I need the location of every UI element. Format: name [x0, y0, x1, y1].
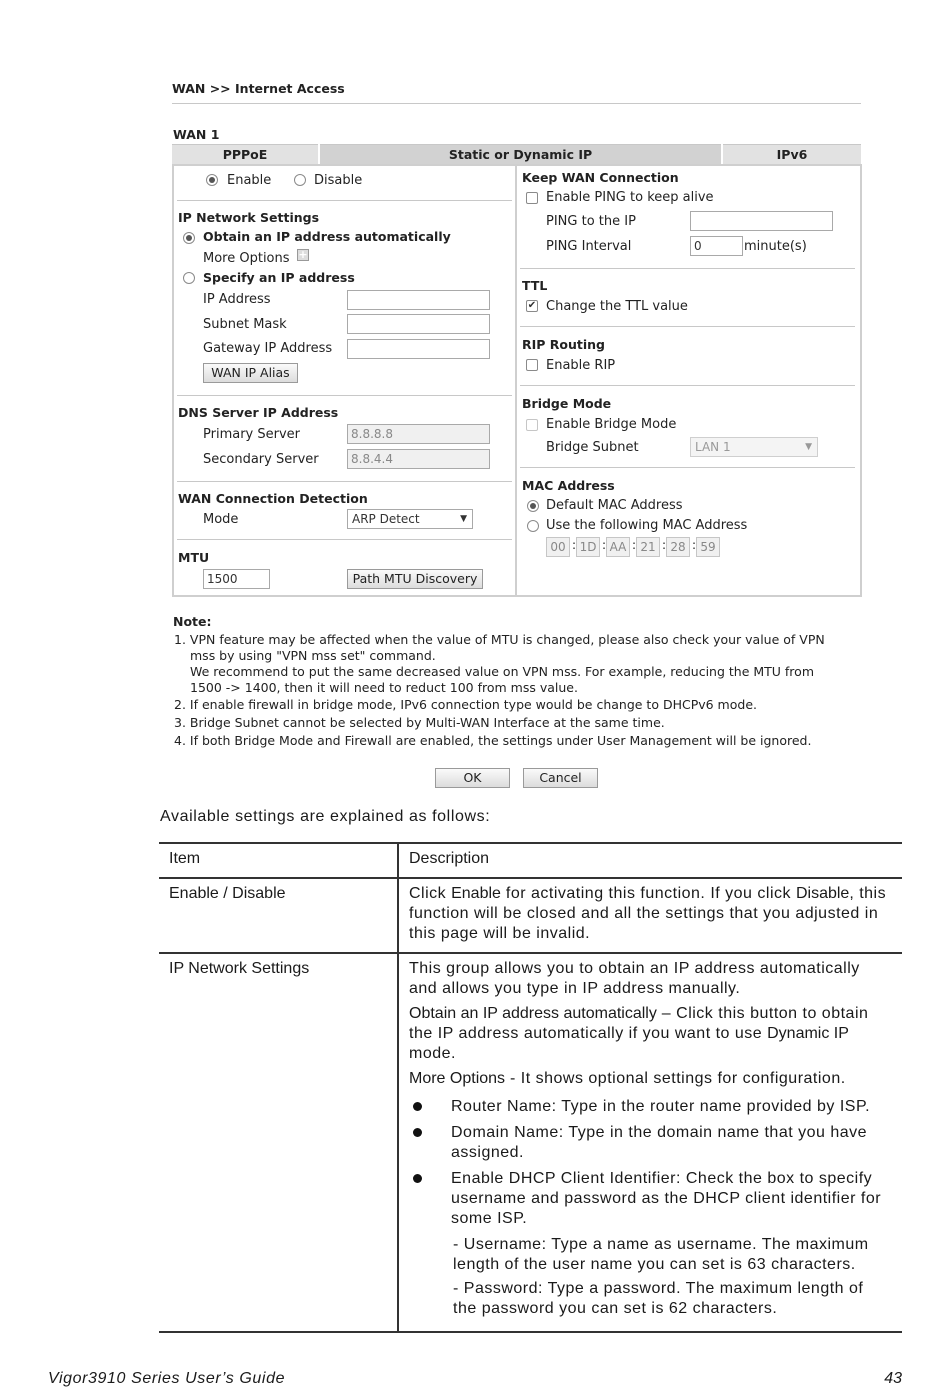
note-line: 4. If both Bridge Mode and Firewall are enabled, the settings under User Management will be ignored. — [174, 733, 812, 748]
note-line: We recommend to put the same decreased value on VPN mss. For example, reducing the MTU from — [190, 664, 814, 679]
sub-item — [409, 1235, 892, 1275]
bullet-icon — [413, 1128, 422, 1137]
text: Click — [409, 885, 452, 902]
obtain-auto-label: Obtain an IP address automatically — [203, 229, 451, 244]
divider — [177, 481, 512, 482]
page-number: 43 — [884, 1370, 902, 1387]
rip-label: Enable RIP — [546, 358, 616, 373]
description-paragraph — [409, 1069, 892, 1089]
default-mac-radio[interactable] — [527, 500, 539, 512]
term: Domain Name: — [451, 1124, 564, 1141]
term: - Password: — [453, 1280, 543, 1297]
note-line: 3. Bridge Subnet cannot be selected by Multi-WAN Interface at the same time. — [174, 715, 665, 730]
bridge-subnet-value: LAN 1 — [695, 440, 731, 454]
obtain-auto-radio[interactable] — [183, 232, 195, 244]
tab-pppoe[interactable]: PPPoE — [172, 144, 318, 164]
row-item: Enable / Disable — [159, 878, 398, 953]
bullet-item — [409, 1097, 892, 1117]
table-row — [159, 953, 902, 1332]
primary-server-input[interactable]: 8.8.8.8 — [347, 424, 490, 444]
term: Enable — [451, 885, 501, 902]
chevron-down-icon: ▼ — [460, 514, 467, 524]
ip-address-label: IP Address — [203, 292, 271, 307]
ttl-title: TTL — [522, 278, 548, 293]
table-header-row — [159, 843, 902, 878]
divider — [520, 268, 855, 269]
following-mac-label: Use the following MAC Address — [546, 518, 748, 533]
bridge-title: Bridge Mode — [522, 396, 612, 411]
cancel-button[interactable]: Cancel — [523, 768, 598, 788]
text: , this function will be closed and all the settings that you adjusted in this page will be invalid. — [409, 885, 887, 942]
header-description: Description — [409, 850, 490, 867]
text: Type in the domain name that you have assigned. — [451, 1124, 868, 1161]
text: Type in the router name provided by ISP. — [556, 1098, 871, 1115]
expand-plus-icon[interactable]: + — [298, 248, 308, 261]
ping-enable-label: Enable PING to keep alive — [546, 190, 714, 205]
disable-radio[interactable] — [294, 174, 306, 186]
header-item: Item — [159, 843, 398, 878]
description-paragraph: This group allows you to obtain an IP address automatically and allows you type in IP address manually. — [409, 960, 860, 997]
mac-octet-6[interactable]: 59 — [696, 537, 720, 557]
mac-title: MAC Address — [522, 478, 615, 493]
text: Type a name as username. The maximum length of the user name you can set is 63 characters. — [453, 1236, 869, 1273]
mac-separator: : — [572, 538, 577, 552]
term: Router Name: — [451, 1098, 557, 1115]
mtu-input[interactable]: 1500 — [203, 569, 270, 589]
gateway-input[interactable] — [347, 339, 490, 359]
text: for activating this function. If you click — [500, 885, 796, 902]
following-mac-radio[interactable] — [527, 520, 539, 532]
term: Dynamic IP — [767, 1025, 849, 1042]
rip-title: RIP Routing — [522, 337, 606, 352]
bridge-subnet-select[interactable] — [690, 437, 818, 457]
mac-separator: : — [632, 538, 637, 552]
ttl-checkbox[interactable]: ✔ — [527, 300, 537, 311]
breadcrumb-divider — [172, 103, 861, 104]
mode-label: Mode — [203, 512, 239, 527]
enable-radio[interactable] — [206, 174, 218, 186]
bridge-enable-label: Enable Bridge Mode — [546, 417, 677, 432]
description-paragraph — [409, 884, 892, 944]
divider — [177, 200, 512, 201]
bullet-item — [409, 1123, 892, 1163]
mtu-title: MTU — [178, 550, 210, 565]
ip-network-title: IP Network Settings — [178, 210, 320, 225]
term: Enable DHCP Client Identifier: — [451, 1170, 681, 1187]
row-description — [398, 953, 902, 1332]
breadcrumb: WAN >> Internet Access — [172, 81, 345, 96]
ping-enable-checkbox[interactable] — [526, 192, 538, 204]
detection-title: WAN Connection Detection — [178, 491, 368, 506]
ping-ip-input[interactable] — [690, 211, 833, 231]
footer-guide-title: Vigor3910 Series User’s Guide — [48, 1370, 286, 1387]
interval-unit: minute(s) — [744, 239, 807, 254]
rip-checkbox[interactable] — [526, 359, 538, 371]
divider — [520, 385, 855, 386]
secondary-server-input[interactable]: 8.8.4.4 — [347, 449, 490, 469]
subnet-mask-label: Subnet Mask — [203, 317, 287, 332]
tab-static-dynamic-ip[interactable]: Static or Dynamic IP — [320, 144, 721, 164]
disable-label: Disable — [314, 173, 363, 188]
default-mac-label: Default MAC Address — [546, 498, 683, 513]
ip-address-input[interactable] — [347, 290, 490, 310]
text: - It shows optional settings for configuration. — [505, 1070, 846, 1087]
mac-octet-1[interactable]: 00 — [546, 537, 570, 557]
term: Obtain an IP address automatically — [409, 1005, 657, 1022]
divider — [177, 539, 512, 540]
note-line: 1. VPN feature may be affected when the value of MTU is changed, please also check your value of VPN — [174, 632, 825, 647]
enable-label: Enable — [227, 173, 272, 188]
ping-interval-label: PING Interval — [546, 239, 632, 254]
term: More Options — [409, 1070, 506, 1087]
mac-separator: : — [602, 538, 607, 552]
secondary-server-label: Secondary Server — [203, 452, 319, 467]
bridge-subnet-label: Bridge Subnet — [546, 440, 639, 455]
primary-server-label: Primary Server — [203, 427, 300, 442]
gateway-label: Gateway IP Address — [203, 341, 333, 356]
mac-separator: : — [692, 538, 697, 552]
mode-select[interactable] — [347, 509, 473, 529]
note-line: 2. If enable firewall in bridge mode, IPv6 connection type would be change to DHCPv6 mode. — [174, 697, 757, 712]
specify-ip-radio[interactable] — [183, 272, 195, 284]
specify-ip-label: Specify an IP address — [203, 270, 355, 285]
chevron-down-icon: ▼ — [805, 442, 812, 452]
mac-octet-2[interactable]: 1D — [576, 537, 600, 557]
settings-table — [159, 842, 902, 1333]
ok-button[interactable]: OK — [435, 768, 510, 788]
divider — [520, 326, 855, 327]
bullet-item — [409, 1169, 892, 1229]
divider — [177, 395, 512, 396]
bullet-icon — [413, 1102, 422, 1111]
ping-interval-input[interactable]: 0 — [690, 236, 743, 256]
subnet-mask-input[interactable] — [347, 314, 490, 334]
keep-wan-title: Keep WAN Connection — [522, 170, 679, 185]
wan-ip-alias-button[interactable]: WAN IP Alias — [203, 363, 298, 383]
sub-item — [409, 1279, 892, 1319]
description-paragraph — [409, 1004, 892, 1064]
mode-value: ARP Detect — [352, 512, 420, 526]
mac-octet-5[interactable]: 28 — [666, 537, 690, 557]
wan-title: WAN 1 — [173, 127, 220, 142]
text: mode. — [409, 1045, 456, 1062]
note-title: Note: — [173, 614, 212, 629]
mac-octet-3[interactable]: AA — [606, 537, 630, 557]
column-divider — [515, 164, 517, 597]
tab-ipv6[interactable]: IPv6 — [723, 144, 861, 164]
ttl-label: Change the TTL value — [546, 299, 688, 314]
text: – Click this button to obtain the IP address automatically if you want to use — [409, 1005, 869, 1042]
path-mtu-discovery-button[interactable]: Path MTU Discovery — [347, 569, 483, 589]
term: Disable — [795, 885, 850, 902]
more-options-label: More Options — [203, 251, 290, 266]
ping-ip-label: PING to the IP — [546, 214, 636, 229]
intro-text: Available settings are explained as follows: — [160, 808, 491, 825]
note-line: 1500 -> 1400, then it will need to reduct 100 from mss value. — [190, 680, 578, 695]
divider — [520, 467, 855, 468]
mac-octet-4[interactable]: 21 — [636, 537, 660, 557]
bullet-icon — [413, 1174, 422, 1183]
bridge-checkbox[interactable] — [526, 419, 538, 431]
dns-title: DNS Server IP Address — [178, 405, 339, 420]
row-item: IP Network Settings — [159, 953, 398, 1332]
term: - Username: — [453, 1236, 547, 1253]
note-line: mss by using "VPN mss set" command. — [190, 648, 436, 663]
mac-separator: : — [662, 538, 667, 552]
row-description — [398, 878, 902, 953]
table-row — [159, 878, 902, 953]
text: Check the box to specify username and password as the DHCP client identifier for some ISP. — [451, 1170, 882, 1227]
text: Type a password. The maximum length of the password you can set is 62 characters. — [453, 1280, 864, 1317]
